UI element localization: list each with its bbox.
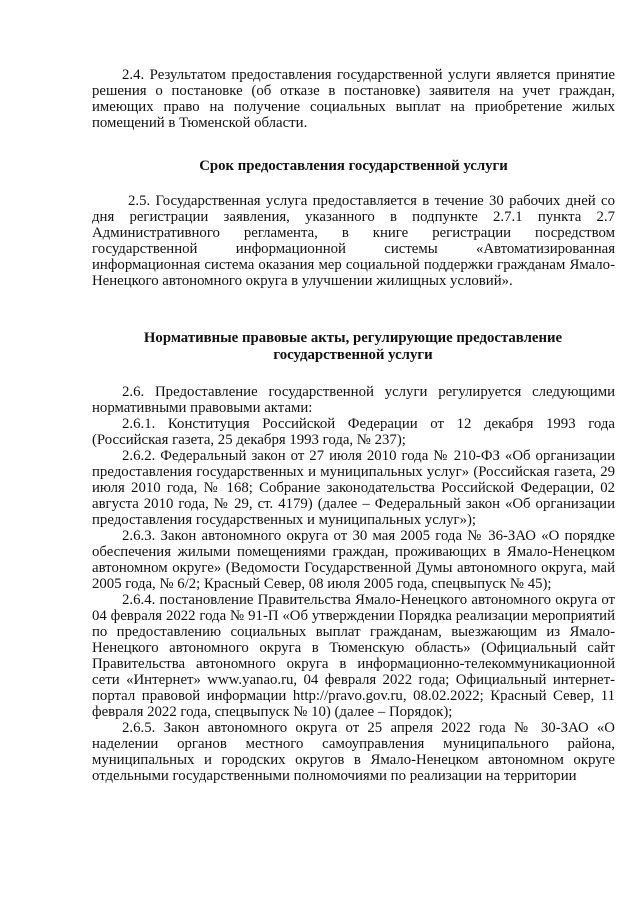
heading-legal-acts: Нормативные правовые акты, регулирующие предоставление государственной услуги bbox=[143, 330, 563, 363]
heading-service-term: Срок предоставления государственной услуги bbox=[199, 158, 508, 174]
paragraph-2-6: 2.6. Предоставление государственной услуги регулируется следующими нормативными правовыми актами: bbox=[92, 384, 615, 416]
paragraph-2-6-3: 2.6.3. Закон автономного округа от 30 мая 2005 года № 36-ЗАО «О порядке обеспечения жилыми помещениями граждан, проживающих в Ямало-Ненецком автономном округе» (Ведомости Государственной Думы автономного округа, май 2005 года, № 6/2; Красный Север, 08 июля 2005 года, спецвыпуск № 45); bbox=[92, 528, 615, 592]
legal-acts-list bbox=[92, 384, 615, 784]
paragraph-2-6-2: 2.6.2. Федеральный закон от 27 июля 2010 года № 210-ФЗ «Об организации предоставления государственных и муниципальных услуг» (Российская газета, 29 июля 2010 года, № 168; Собрание законодательства Российской Федерации, 02 августа 2010 года, № 29, ст. 4179) (далее – Федеральный закон «Об организации предоставления государственных и муниципальных услуг»); bbox=[92, 448, 615, 528]
paragraph-2-6-5: 2.6.5. Закон автономного округа от 25 апреля 2022 года № 30-ЗАО «О наделении органов местного самоуправления муниципального района, муниципальных и городских округов в Ямало-Ненецком автономном округе отдельными государственными полномочиями по реализации на территории bbox=[92, 720, 615, 784]
paragraph-2-5: 2.5. Государственная услуга предоставляется в течение 30 рабочих дней со дня регистрации заявления, указанного в подпункте 2.7.1 пункта 2.7 Административного регламента, в книге регистрации посредством государственной информационной системы «Автоматизированная информационная система оказания мер социальной поддержки гражданам Ямало-Ненецкого автономного округа в улучшении жилищных условий». bbox=[92, 193, 615, 289]
paragraph-2-4: 2.4. Результатом предоставления государственной услуги является принятие решения о постановке (об отказе в постановке) заявителя на учет граждан, имеющих право на получение социальных выплат на приобретение жилых помещений в Тюменской области. bbox=[92, 67, 615, 131]
paragraph-2-6-4: 2.6.4. постановление Правительства Ямало-Ненецкого автономного округа от 04 февраля 2022 года № 91-П «Об утверждении Порядка реализации мероприятий по предоставлению социальных выплат гражданам, выезжающим из Ямало-Ненецкого автономного округа в Тюменскую область» (Официальный сайт Правительства автономного округа в информационно-телекоммуникационной сети «Интернет» www.yanao.ru, 04 февраля 2022 года; Официальный интернет-портал правовой информации http://pravo.gov.ru, 08.02.2022; Красный Север, 11 февраля 2022 года, спецвыпуск № 10) (далее – Порядок); bbox=[92, 592, 615, 720]
paragraph-2-6-1: 2.6.1. Конституция Российской Федерации от 12 декабря 1993 года (Российская газета, 25 декабря 1993 года, № 237); bbox=[92, 416, 615, 448]
